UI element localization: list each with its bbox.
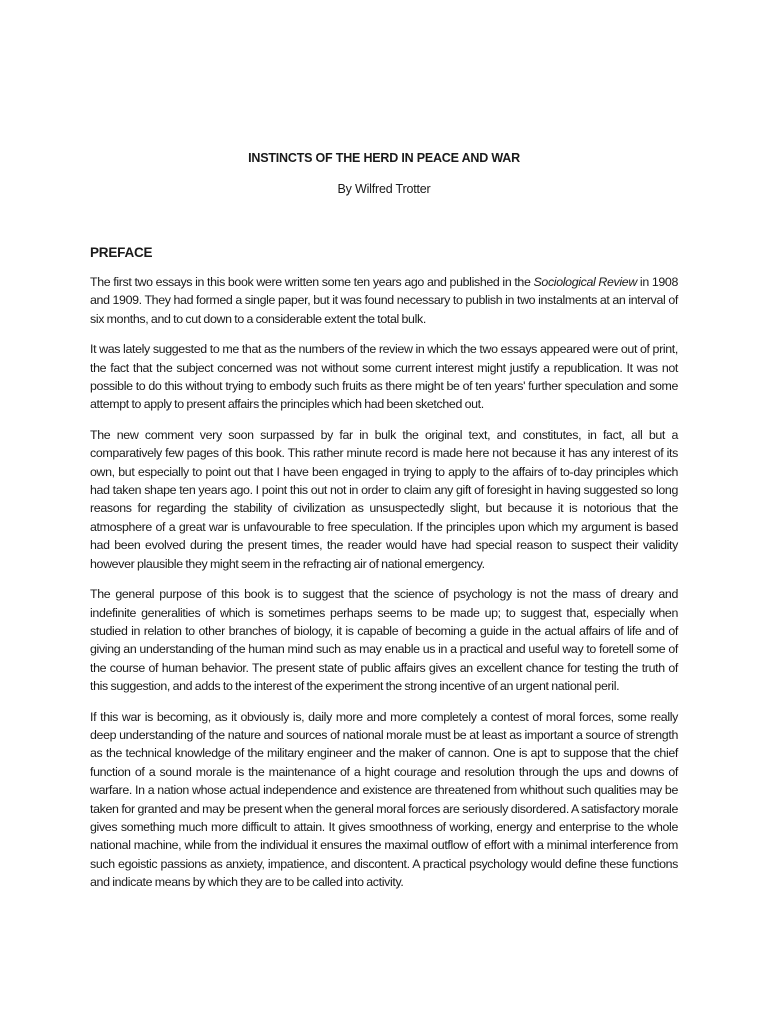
paragraph-3: The new comment very soon surpassed by far in bulk the original text, and constitutes, in fact, all but a comparatively few pages of this book. This rather minute record is made here not because it has any interest of its own, but especially to point out that I have been engaged in trying to apply to the affairs of to-day principles which had taken shape ten years ago. I point this out not in order to claim any gift of foresight in having suggested so long reasons for regarding the stability of civilization as unsuspectedly slight, but because it is notorious that the atmosphere of a great war is unfavourable to free speculation. If the principles upon which my argument is based had been evolved during the present times, the reader would have had special reason to suspect their validity however plausible they might seem in the refracting air of national emergency. xyxy=(90,427,678,571)
author-line: By Wilfred Trotter xyxy=(337,182,431,196)
paragraph-4: The general purpose of this book is to suggest that the science of psychology is not the mass of dreary and indefinite generalities of which is sometimes perhaps seems to be made up; to suggest that, especially when studied in relation to other branches of biology, it is capable of becoming a guide in the actual affairs of life and of giving an understanding of the human mind such as may enable us in a practical and useful way to foretell some of the course of human behavior. The present state of public affairs gives an excellent chance for testing the truth of this suggestion, and adds to the interest of the experiment the strong incentive of an urgent national peril. xyxy=(90,587,678,694)
paragraph-2: It was lately suggested to me that as the numbers of the review in which the two essays appeared were out of print, the fact that the subject concerned was not without some current interest might justify a republication. It was not possible to do this without trying to embody such fruits as there might be of ten years' further speculation and some attempt to apply to present affairs the principles which had been sketched out. xyxy=(90,342,678,412)
paragraph-1-after: in 1908 and 1909. They had formed a single paper, but it was found necessary to publish in two instalments at an interval of six months, and to cut down to a considerable extent the total bulk. xyxy=(90,275,678,326)
paragraph-1 xyxy=(90,273,678,328)
section-heading: PREFACE xyxy=(90,245,153,260)
document-title: INSTINCTS OF THE HERD IN PEACE AND WAR xyxy=(248,151,520,165)
journal-title: Sociological Review xyxy=(533,275,637,289)
paragraph-1-before: The first two essays in this book were written some ten years ago and published in the xyxy=(90,275,534,289)
body-text xyxy=(90,273,678,904)
paragraph-5: If this war is becoming, as it obviously is, daily more and more completely a contest of moral forces, some really deep understanding of the nature and sources of national morale must be at least as important a source of strength as the technical knowledge of the military engineer and the maker of cannon. One is apt to suppose that the chief function of a sound morale is the maintenance of a hight courage and resolution through the ups and downs of warfare. In a nation whose actual independence and existence are threatened from whithout such qualities may be taken for granted and may be present when the general moral forces are seriously disordered. A satisfactory morale gives something much more difficult to attain. It gives smoothness of working, energy and enterprise to the whole national machine, while from the individual it ensures the maximal outflow of effort with a minimal interference from such egoistic passions as anxiety, impatience, and discontent. A practical psychology would define these functions and indicate means by which they are to be called into activity. xyxy=(90,709,678,890)
